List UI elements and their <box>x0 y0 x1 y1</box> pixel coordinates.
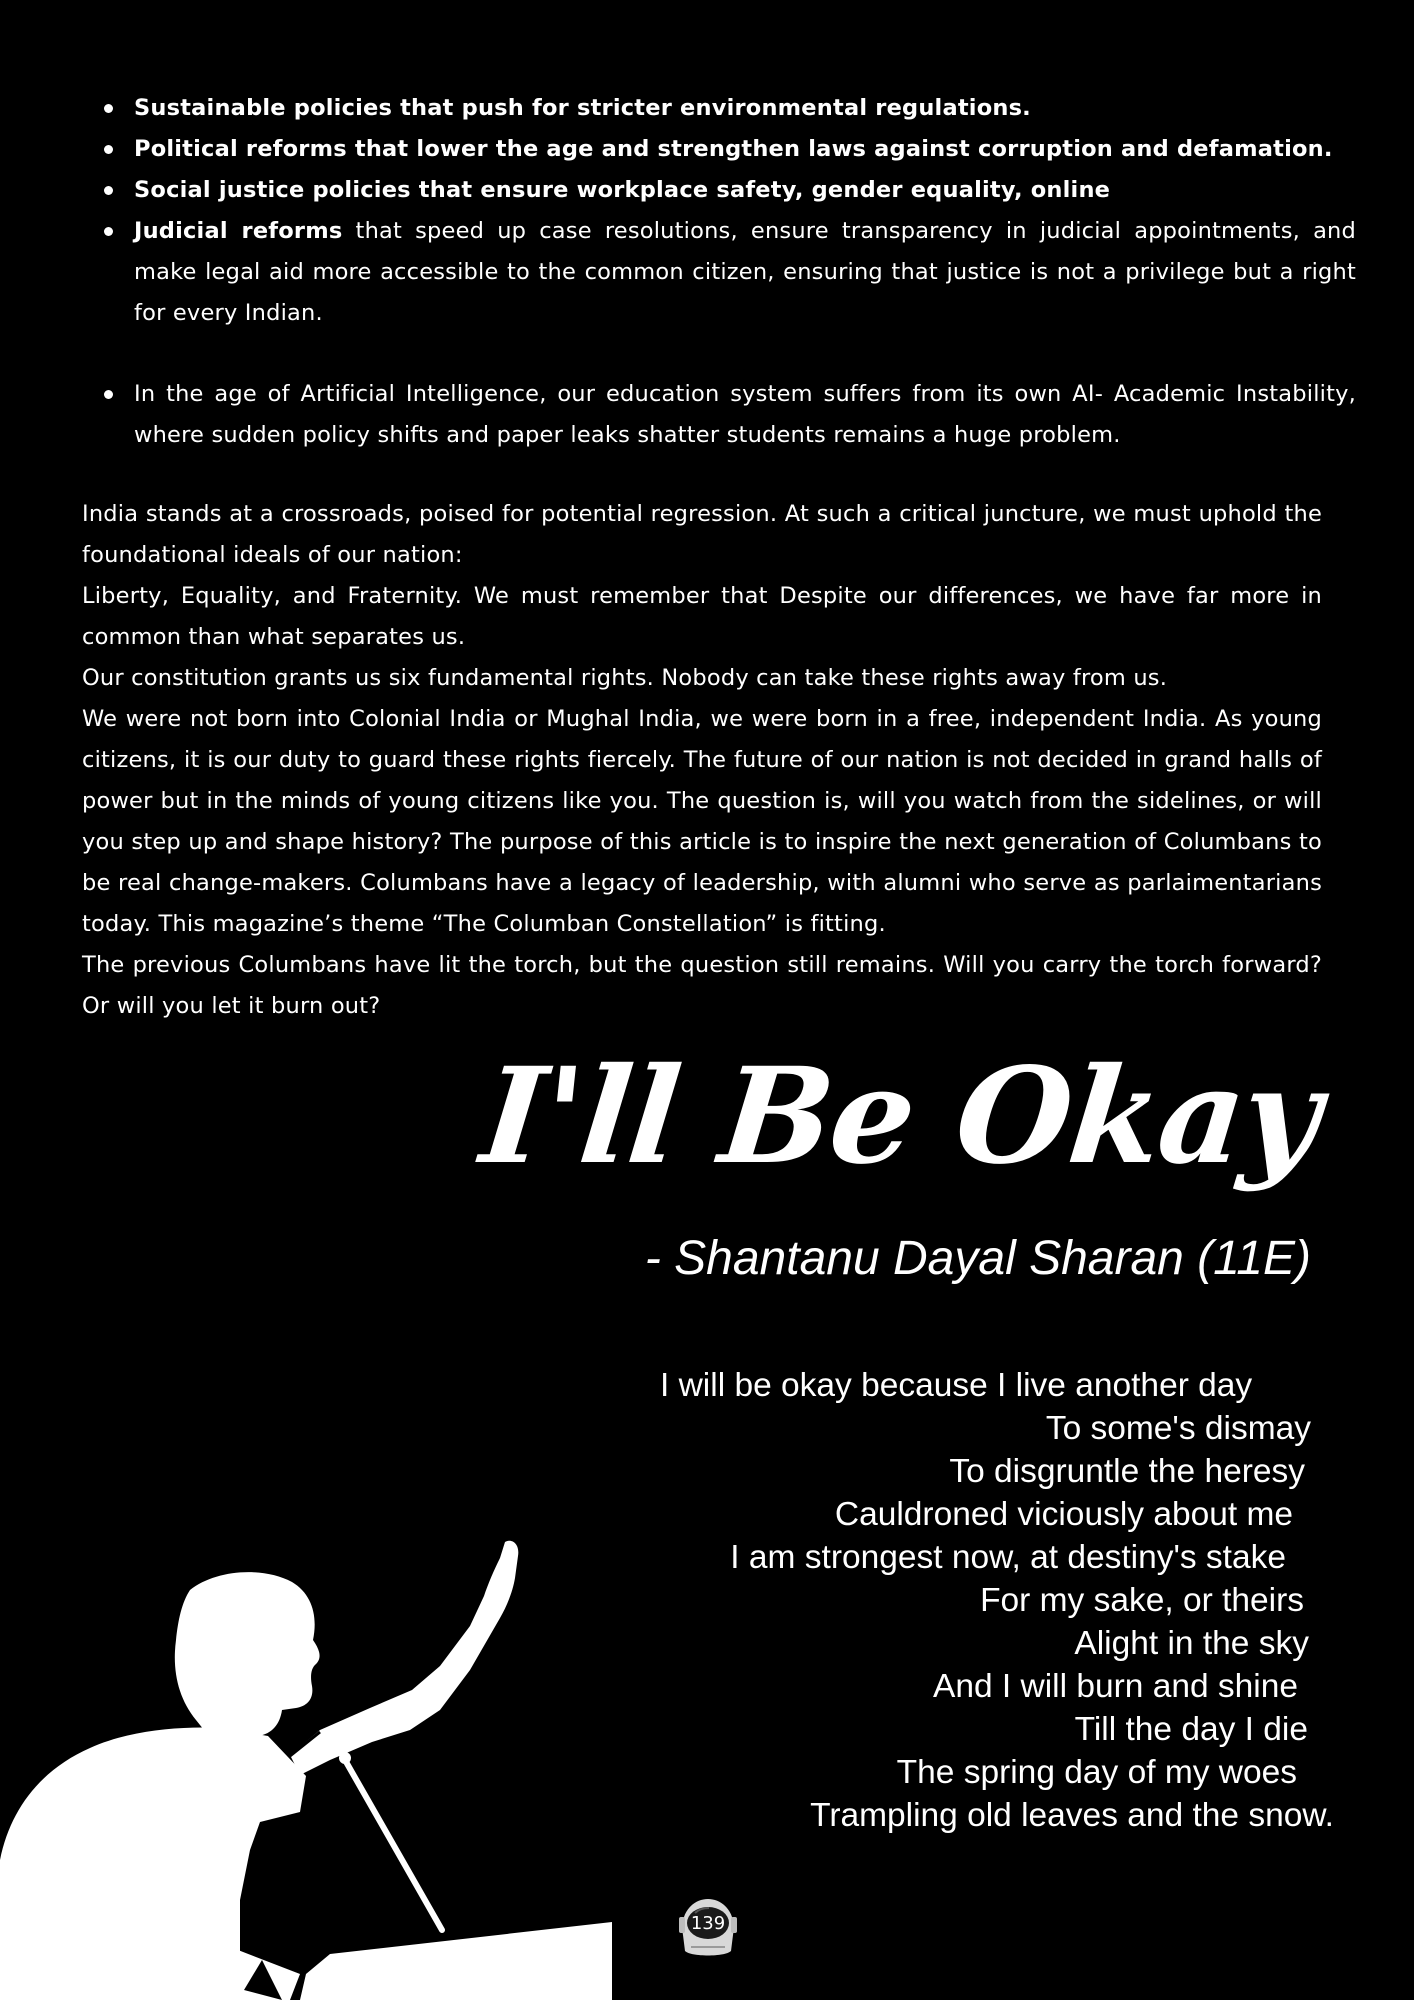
bullet-text: that speed up case resolutions, ensure transparency in judicial appointments, and make legal aid more accessible to the common citizen, ensuring that justice is not a privilege but a right for every Indian. <box>134 218 1356 326</box>
page-number: 139 <box>690 1913 726 1934</box>
article-paragraph: India stands at a crossroads, poised for potential regression. At such a critical juncture, we must uphold the foundational ideals of our nation: <box>82 501 1322 568</box>
poem-line: Alight in the sky <box>1074 1625 1309 1662</box>
speaker-silhouette-illustration <box>0 1530 620 2000</box>
poem-line: The spring day of my woes <box>896 1754 1297 1791</box>
poem-author: - Shantanu Dayal Sharan (11E) <box>644 1232 1311 1285</box>
article-paragraph: We were not born into Colonial India or Mughal India, we were born in a free, independent India. As young citizens, it is our duty to guard these rights fiercely. The future of our nation is not decided in grand halls of power but in the minds of young citizens like you. The question is, will you watch from the sidelines, or will you step up and shape history? The purpose of this article is to inspire the next generation of Columbans to be real change-makers. Columbans have a legacy of leadership, with alumni who serve as parlaimentarians today. This magazine’s theme “The Columban Constellation” is fitting. <box>82 706 1322 937</box>
bullet-item <box>134 374 1356 456</box>
article-body <box>82 494 1322 1027</box>
bullet-bold-text: Social justice policies that ensure workplace safety, gender equality, online <box>134 177 1111 203</box>
bullet-text: In the age of Artificial Intelligence, our education system suffers from its own AI- Academic Instability, where sudden policy shifts and paper leaks shatter students remains a huge problem. <box>134 381 1356 448</box>
bullet-item <box>134 170 1356 211</box>
bullet-item <box>134 129 1356 170</box>
poem-line: And I will burn and shine <box>933 1668 1298 1705</box>
bullet-bold-text: Judicial reforms <box>134 218 343 244</box>
bullet-item <box>134 88 1356 129</box>
article-paragraph: The previous Columbans have lit the torch, but the question still remains. Will you carry the torch forward? Or will you let it burn out? <box>82 952 1322 1019</box>
poem-line: Trampling old leaves and the snow. <box>810 1797 1334 1834</box>
poem-title: I'll Be Okay <box>475 1039 1327 1194</box>
article-paragraph: Liberty, Equality, and Fraternity. We must remember that Despite our differences, we have far more in common than what separates us. <box>82 583 1322 650</box>
page-number-badge <box>673 1895 743 1959</box>
article-paragraph: Our constitution grants us six fundamental rights. Nobody can take these rights away from us. <box>82 665 1168 691</box>
poem-line: Till the day I die <box>1074 1711 1308 1748</box>
poem-line: Cauldroned viciously about me <box>834 1496 1293 1533</box>
bullet-bold-text: Sustainable policies that push for stricter environmental regulations. <box>134 95 1031 121</box>
bullet-item <box>134 211 1356 334</box>
poem-line: I am strongest now, at destiny's stake <box>730 1539 1286 1576</box>
bullet-bold-text: Political reforms that lower the age and strengthen laws against corruption and defamation. <box>134 136 1333 162</box>
poem-line: For my sake, or theirs <box>980 1582 1304 1619</box>
poem-line: I will be okay because I live another day <box>660 1367 1253 1404</box>
poem-line: To disgruntle the heresy <box>949 1453 1305 1490</box>
poem-line: To some's dismay <box>1045 1410 1311 1447</box>
reforms-bullet-list <box>100 88 1356 456</box>
